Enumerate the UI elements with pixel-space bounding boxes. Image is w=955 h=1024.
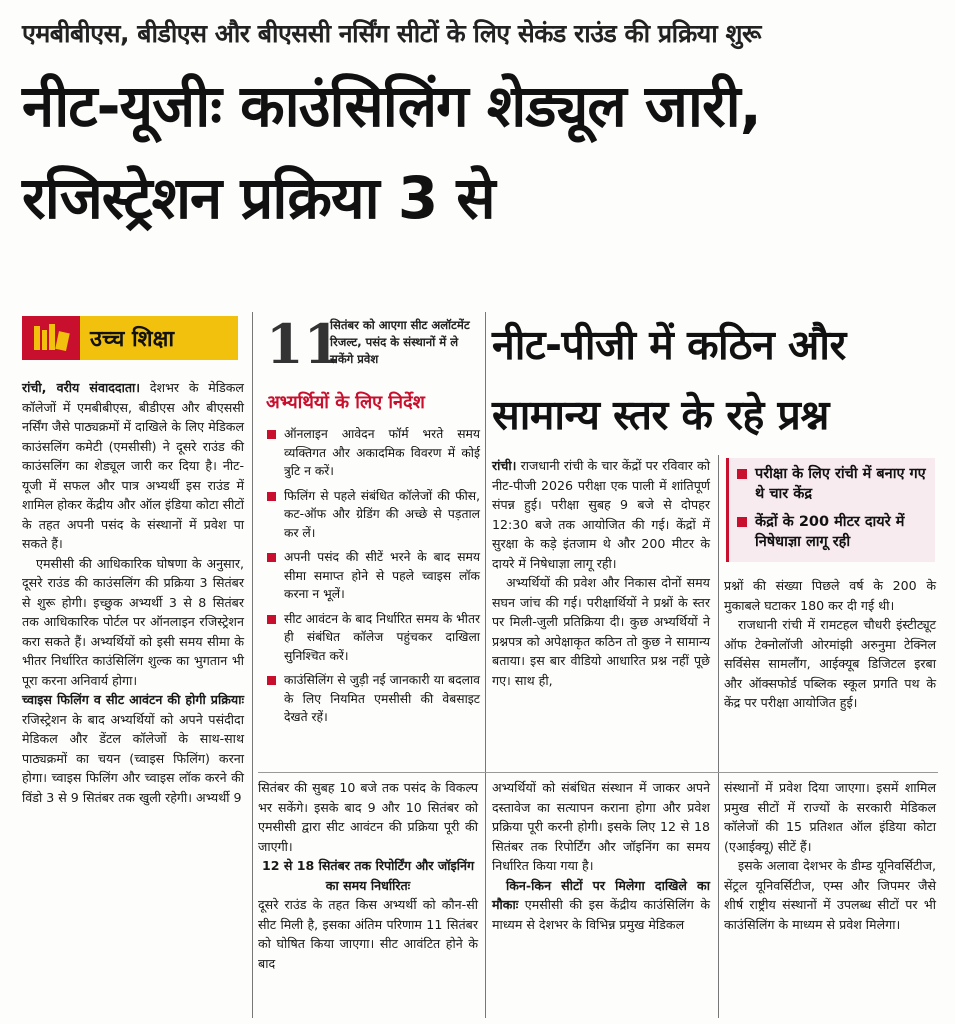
subheading: 12 से 18 सितंबर तक रिपोर्टिंग और जॉइनिंग का समय निर्धारितः (261, 858, 475, 893)
dateline: रांची, वरीय संवाददाता। (22, 380, 141, 395)
story-paragraph: एमसीसी की इस केंद्रीय काउंसिलिंग के माध्यम से देशभर के विभिन्न प्रमुख मेडिकल (492, 897, 710, 932)
story-paragraph: संस्थानों में प्रवेश दिया जाएगा। इसमें शामिल प्रमुख सीटों में राज्यों के सरकारी मेडिकल कॉलेजों की 15 प्रतिशत ऑल इंडिया कोटा (एआईक्यू) सीटें हैं। (724, 780, 936, 854)
story-paragraph: प्रश्नों की संख्या पिछले वर्ष के 200 के मुकाबले घटाकर 180 कर दी गई थी। (724, 578, 936, 613)
instruction-item: फिलिंग से पहले संबंधित कॉलेजों की फीस, कट-ऑफ और ग्रेडिंग की अच्छे से पड़ताल कर लें। (266, 487, 480, 543)
highlight-item: परीक्षा के लिए रांची में बनाए गए थे चार केंद्र (737, 464, 929, 504)
secondary-headline: नीट-पीजी में कठिन और सामान्य स्तर के रहे प्रश्न (492, 321, 846, 439)
story-paragraph: एमसीसी की आधिकारिक घोषणा के अनुसार, दूसरे राउंड की काउंसलिंग की प्रक्रिया 3 सितंबर से शुरू होगी। इच्छुक अभ्यर्थी 3 से 8 सितंबर तक आधिकारिक पोर्टल पर ऑनलाइन रजिस्ट्रेशन करा सकते हैं। अभ्यर्थियों को इसी समय सीमा के भीतर निर्धारित काउंसिलिंग शुल्क का भुगतान भी पूरा करना अनिवार्य होगा। (22, 555, 244, 688)
instructions-list (266, 425, 480, 733)
story-column-1 (22, 378, 244, 807)
square-bullet-icon (737, 469, 747, 479)
books-icon (22, 316, 80, 360)
highlight-item: केंद्रों के 200 मीटर दायरे में निषेधाज्ञा लागू रही (737, 512, 929, 552)
column-rule (485, 312, 486, 1018)
square-bullet-icon (267, 492, 276, 501)
story-column-3 (492, 778, 710, 934)
square-bullet-icon (267, 430, 276, 439)
story-paragraph: रजिस्ट्रेशन के बाद अभ्यर्थियों को अपने पसंदीदा मेडिकल और डेंटल कॉलेजों के साथ-साथ पाठ्यक्रमों का चयन (च्वाइस फिलिंग) करना होगा। च्वाइस फिलिंग और च्वाइस लॉक करने की विंडो 3 से 9 सितंबर तक खुली रहेगी। अभ्यर्थी 9 (22, 711, 244, 805)
square-bullet-icon (267, 615, 276, 624)
story-paragraph: राजधानी रांची के चार केंद्रों पर रविवार को नीट-पीजी 2026 परीक्षा एक पाली में शांतिपूर्ण संपन्न हुई। परीक्षा सुबह 9 बजे से दोपहर 12:30 बजे तक आयोजित की गई। केंद्रों में सुरक्षा के कड़े इंतजाम थे और 200 मीटर के दायरे में निषेधाज्ञा लागू रही। (492, 458, 710, 571)
main-headline: नीट-यूजीः काउंसिलिंग शेड्यूल जारी, रजिस्ट्रेशन प्रक्रिया 3 से (22, 72, 761, 232)
instruction-item: काउंसिलिंग से जुड़ी नई जानकारी या बदलाव के लिए नियमित एमसीसी की वेबसाइट देखते रहें। (266, 671, 480, 727)
story-paragraph: इसके अलावा देशभर के डीम्ड यूनिवर्सिटीज, सेंट्रल यूनिवर्सिटीज, एम्स और जिपमर जैसे शीर्ष राष्ट्रीय संस्थानों में उपलब्ध सीटों पर भी काउंसिलिंग के माध्यम से प्रवेश मिलेगा। (724, 858, 936, 932)
story-paragraph: राजधानी रांची में रामटहल चौधरी इंस्टीट्यूट ऑफ टेक्नोलॉजी ओरमांझी अरुनुमा टेक्निल सर्विसेस सामलौंग, आईक्यूब डिजिटल इरबा और ऑक्सफोर्ड पब्लिक स्कूल प्रगति पथ के केंद्र पर परीक्षा आयोजित हुई। (724, 617, 936, 710)
highlight-box (726, 458, 935, 562)
big-number: 11 (266, 312, 342, 376)
square-bullet-icon (737, 517, 747, 527)
square-bullet-icon (267, 553, 276, 562)
column-rule (718, 455, 719, 1018)
story-paragraph: दूसरे राउंड के तहत किस अभ्यर्थी को कौन-सी सीट मिली है, इसका अंतिम परिणाम 11 सितंबर को घोषित किया जाएगा। सीट आवंटित होने के बाद (258, 897, 478, 971)
dateline: रांची। (492, 458, 517, 473)
subheading: किन-किन सीटों पर मिलेगा दाखिले का मौकाः (492, 877, 710, 912)
square-bullet-icon (267, 676, 276, 685)
story-paragraph: सितंबर की सुबह 10 बजे तक पसंद के विकल्प भर सकेंगे। इसके बाद 9 और 10 सितंबर को एमसीसी द्वारा सीट आवंटन की प्रक्रिया पूरी की जाएगी। (258, 780, 478, 854)
number-caption: सितंबर को आएगा सीट अलॉटमेंट रिजल्ट, पसंद के संस्थानों में ले सकेंगे प्रवेश (330, 318, 470, 366)
section-rule (258, 772, 938, 773)
instruction-item: अपनी पसंद की सीटें भरने के बाद समय सीमा समाप्त होने से पहले च्वाइस लॉक करना न भूलें। (266, 548, 480, 604)
kicker-headline: एमबीबीएस, बीडीएस और बीएससी नर्सिंग सीटों के लिए सेकंड राउंड की प्रक्रिया शुरू (22, 19, 761, 48)
instructions-title: अभ्यर्थियों के लिए निर्देश (266, 392, 425, 413)
story2-column-1 (492, 456, 710, 690)
instruction-item: ऑनलाइन आवेदन फॉर्म भरते समय व्यक्तिगत और अकादमिक विवरण में कोई त्रुटि न करें। (266, 425, 480, 481)
story-paragraph: अभ्यर्थियों को संबंधित संस्थान में जाकर अपने दस्तावेज का सत्यापन कराना होगा और प्रवेश प्रक्रिया पूरी करनी होगी। इसके लिए 12 से 18 सितंबर तक रिपोर्टिंग और जॉइनिंग का समय निर्धारित किया गया है। (492, 780, 710, 873)
story-paragraph: देशभर के मेडिकल कॉलेजों में एमबीबीएस, बीडीएस और बीएससी नर्सिंग जैसे पाठ्यक्रमों में दाखिले के लिए मेडिकल काउंसलिंग कमेटी (एमसीसी) ने दूसरे राउंड की काउंसलिंग का शेड्यूल जारी कर दिया है। नीट-यूजी में सफल और पात्र अभ्यर्थी इस राउंड में शामिल होकर केंद्रीय और ऑल इंडिया कोटा सीटों के तहत अपनी पसंद के संस्थानों में प्रवेश पा सकते हैं। (22, 380, 244, 551)
instruction-item: सीट आवंटन के बाद निर्धारित समय के भीतर ही संबंधित कॉलेज पहुंचकर दाखिला सुनिश्चित करें। (266, 610, 480, 666)
section-badge (22, 316, 238, 360)
story2-column-2 (724, 576, 936, 713)
story-column-2 (258, 778, 478, 973)
story-paragraph: अभ्यर्थियों की प्रवेश और निकास दोनों समय सघन जांच की गई। परीक्षार्थियों ने प्रश्नों के स्तर पर मिली-जुली प्रतिक्रिया दी। कुछ अभ्यर्थियों ने प्रश्नपत्र को अपेक्षाकृत कठिन तो कुछ ने सामान्य बताया। इस बार वीडियो आधारित प्रश्न नहीं पूछे गए। साथ ही, (492, 575, 710, 688)
subheading: च्वाइस फिलिंग व सीट आवंटन की होगी प्रक्रियाः (22, 692, 244, 707)
story-column-4 (724, 778, 936, 934)
section-label: उच्च शिक्षा (90, 327, 175, 352)
column-rule (252, 312, 253, 1018)
